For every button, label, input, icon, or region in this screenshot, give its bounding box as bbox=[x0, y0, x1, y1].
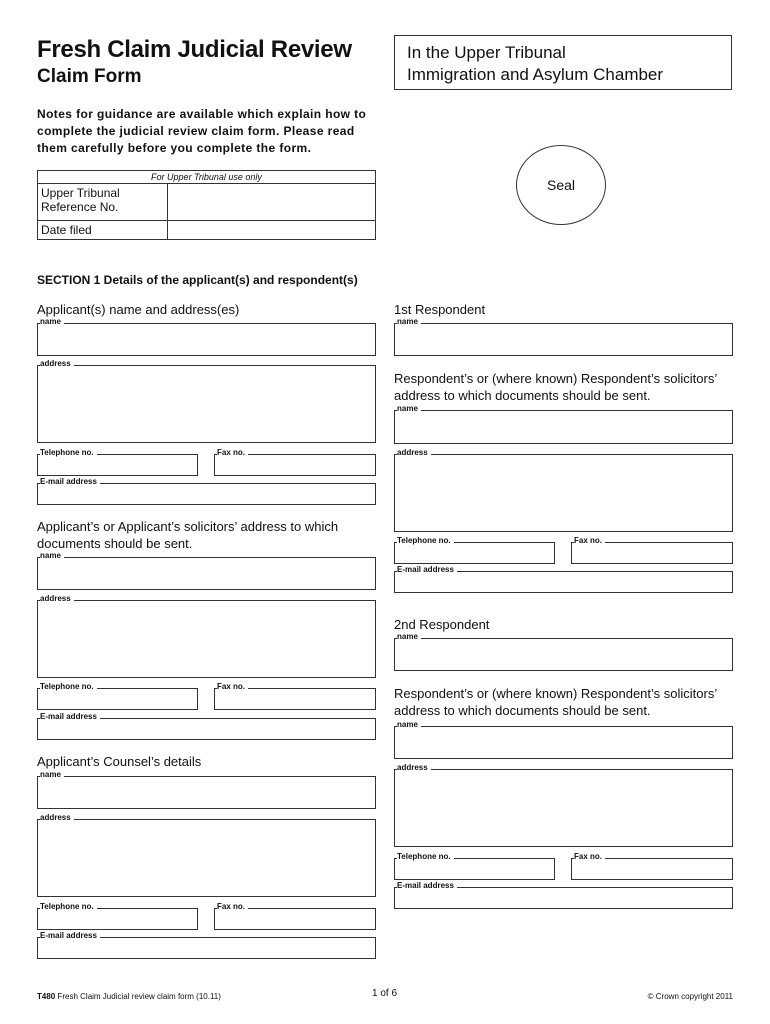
solicitor-fax-field[interactable] bbox=[214, 682, 376, 710]
guidance-notes: Notes for guidance are available which explain how to complete the judicial review claim form. Please read them carefully before you complete the form. bbox=[37, 107, 367, 155]
respondent-1-email-field[interactable] bbox=[394, 565, 733, 593]
form-title: Fresh Claim Judicial Review bbox=[37, 36, 352, 63]
applicant-fax-field[interactable] bbox=[214, 448, 376, 476]
applicant-address-field[interactable] bbox=[37, 359, 376, 443]
reference-label: Upper Tribunal Reference No. bbox=[38, 184, 168, 221]
field-label: address bbox=[40, 813, 74, 823]
court-line-2: Immigration and Asylum Chamber bbox=[407, 65, 664, 84]
counsel-name-field[interactable] bbox=[37, 770, 376, 809]
field-label: E-mail address bbox=[397, 881, 457, 891]
counsel-telephone-field[interactable] bbox=[37, 902, 198, 930]
field-label: name bbox=[40, 770, 64, 780]
date-filed-input[interactable] bbox=[168, 221, 376, 240]
form-name: Fresh Claim Judicial review claim form (10.11) bbox=[57, 992, 221, 1001]
respondent-2-email-field[interactable] bbox=[394, 881, 733, 909]
field-label: Telephone no. bbox=[397, 852, 454, 862]
respondent-2-name-field[interactable] bbox=[394, 632, 733, 671]
footer-form-id bbox=[37, 992, 221, 1001]
field-label: address bbox=[40, 594, 74, 604]
field-label: Telephone no. bbox=[397, 536, 454, 546]
respondent-2-heading: 2nd Respondent bbox=[394, 617, 490, 632]
applicant-email-field[interactable] bbox=[37, 477, 376, 505]
field-label: address bbox=[397, 448, 431, 458]
respondent-2-fax-field[interactable] bbox=[571, 852, 733, 880]
field-label: E-mail address bbox=[40, 712, 100, 722]
field-label: Fax no. bbox=[217, 448, 248, 458]
respondent-1-address-field[interactable] bbox=[394, 448, 733, 532]
solicitor-telephone-field[interactable] bbox=[37, 682, 198, 710]
respondent-2-address-heading: Respondent’s or (where known) Respondent’s solicitors’ address to which documents should be sent. bbox=[394, 686, 717, 718]
field-label: name bbox=[397, 317, 421, 327]
respondent-1-solicitor-name-field[interactable] bbox=[394, 404, 733, 444]
respondent-1-address-heading: Respondent’s or (where known) Respondent’s solicitors’ address to which documents should be sent. bbox=[394, 371, 717, 403]
form-code: T480 bbox=[37, 992, 56, 1001]
counsel-heading: Applicant’s Counsel’s details bbox=[37, 754, 202, 769]
counsel-email-field[interactable] bbox=[37, 931, 376, 959]
date-filed-label: Date filed bbox=[38, 221, 168, 240]
field-label: Fax no. bbox=[217, 902, 248, 912]
field-label: name bbox=[397, 632, 421, 642]
field-label: Telephone no. bbox=[40, 448, 97, 458]
applicant-solicitor-heading: Applicant’s or Applicant’s solicitors’ address to which documents should be sent. bbox=[37, 519, 339, 551]
respondent-2-telephone-field[interactable] bbox=[394, 852, 555, 880]
solicitor-email-field[interactable] bbox=[37, 712, 376, 740]
field-label: name bbox=[40, 551, 64, 561]
counsel-fax-field[interactable] bbox=[214, 902, 376, 930]
solicitor-name-field[interactable] bbox=[37, 551, 376, 590]
respondent-2-address-field[interactable] bbox=[394, 763, 733, 847]
respondent-2-solicitor-name-field[interactable] bbox=[394, 720, 733, 759]
field-label: E-mail address bbox=[40, 477, 100, 487]
respondent-1-telephone-field[interactable] bbox=[394, 536, 555, 564]
section-1-title: SECTION 1 Details of the applicant(s) and respondent(s) bbox=[37, 273, 358, 287]
court-line-1: In the Upper Tribunal bbox=[407, 43, 566, 62]
field-label: E-mail address bbox=[40, 931, 100, 941]
field-label: address bbox=[40, 359, 74, 369]
seal-label: Seal bbox=[546, 177, 576, 193]
field-label: Fax no. bbox=[217, 682, 248, 692]
field-label: Fax no. bbox=[574, 536, 605, 546]
court-box bbox=[394, 35, 732, 90]
solicitor-address-field[interactable] bbox=[37, 594, 376, 678]
applicant-telephone-field[interactable] bbox=[37, 448, 198, 476]
respondent-1-heading: 1st Respondent bbox=[394, 302, 486, 317]
field-label: Telephone no. bbox=[40, 902, 97, 912]
seal-circle bbox=[516, 145, 606, 225]
counsel-address-field[interactable] bbox=[37, 813, 376, 897]
field-label: E-mail address bbox=[397, 565, 457, 575]
field-label: name bbox=[40, 317, 64, 327]
field-label: Fax no. bbox=[574, 852, 605, 862]
applicant-heading: Applicant(s) name and address(es) bbox=[37, 302, 240, 317]
field-label: name bbox=[397, 720, 421, 730]
respondent-1-fax-field[interactable] bbox=[571, 536, 733, 564]
copyright: © Crown copyright 2011 bbox=[647, 992, 733, 1001]
field-label: address bbox=[397, 763, 431, 773]
field-label: name bbox=[397, 404, 421, 414]
office-use-caption: For Upper Tribunal use only bbox=[38, 171, 376, 184]
office-use-table bbox=[37, 170, 376, 240]
reference-input[interactable] bbox=[168, 184, 376, 221]
applicant-name-field[interactable] bbox=[37, 317, 376, 356]
field-label: Telephone no. bbox=[40, 682, 97, 692]
form-subtitle: Claim Form bbox=[37, 66, 142, 87]
respondent-1-name-field[interactable] bbox=[394, 317, 733, 356]
page-number: 1 of 6 bbox=[372, 988, 398, 999]
